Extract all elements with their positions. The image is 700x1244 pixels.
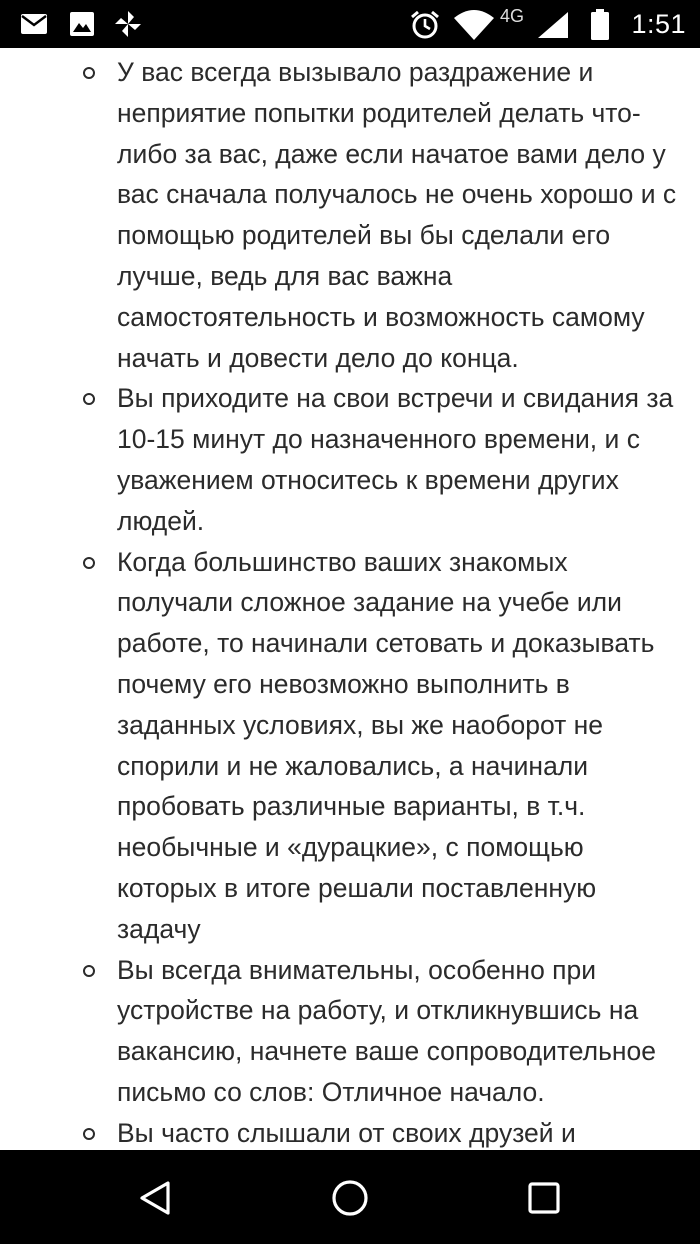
list-item [0,1113,700,1150]
list-item-text: Вы часто слышали от своих друзей и [117,1117,576,1148]
app-pinwheel-icon [112,8,144,40]
list-item-text: У вас всегда вызывало раздражение и неприятие попытки родителей делать что-либо за вас, даже если начатое вами дело у вас сначала получалось не очень хорошо и с помощью родителей вы бы сделали его лучше, ведь для вас важна самостоятельность и возможность самому начать и довести дело до конца. [117,57,677,373]
list-item-text: Когда большинство ваших знакомых получали сложное задание на учебе или работе, то начинали сетовать и доказывать почему его невозможно выполнить в заданных условиях, вы же наоборот не спорили и не жаловались, а начинали пробовать различные варианты, в т.ч. необычные и «дурацкие», с помощью которых в итоге решали поставленную задачу [117,546,655,944]
network-type-label: 4G [500,6,525,26]
image-icon [66,8,98,40]
list-item [0,542,700,950]
list-item [0,950,700,1113]
back-button[interactable] [126,1168,186,1228]
article-content[interactable] [0,48,700,1150]
list-item [0,378,700,541]
navigation-bar [0,1150,700,1244]
recents-square-icon [524,1178,564,1218]
bullet-list [0,52,700,1150]
bullet-circle-icon [83,965,95,977]
status-clock: 1:51 [631,9,686,39]
bullet-circle-icon [83,393,95,405]
bullet-circle-icon [83,557,95,569]
bullet-circle-icon [83,67,95,79]
list-item [0,52,700,378]
home-circle-icon [329,1177,371,1219]
bullet-circle-icon [83,1128,95,1140]
mail-icon [18,8,50,40]
recents-button[interactable] [514,1168,574,1228]
back-triangle-icon [136,1178,176,1218]
status-bar [0,0,700,48]
list-item-text: Вы всегда внимательны, особенно при устройстве на работу, и откликнувшись на вакансию, начнете ваше сопроводительное письмо со слов: Отличное начало. [117,954,657,1107]
home-button[interactable] [320,1168,380,1228]
list-item-text: Вы приходите на свои встречи и свидания за 10-15 минут до назначенного времени, и с уважением относитесь к времени других людей. [117,383,674,536]
